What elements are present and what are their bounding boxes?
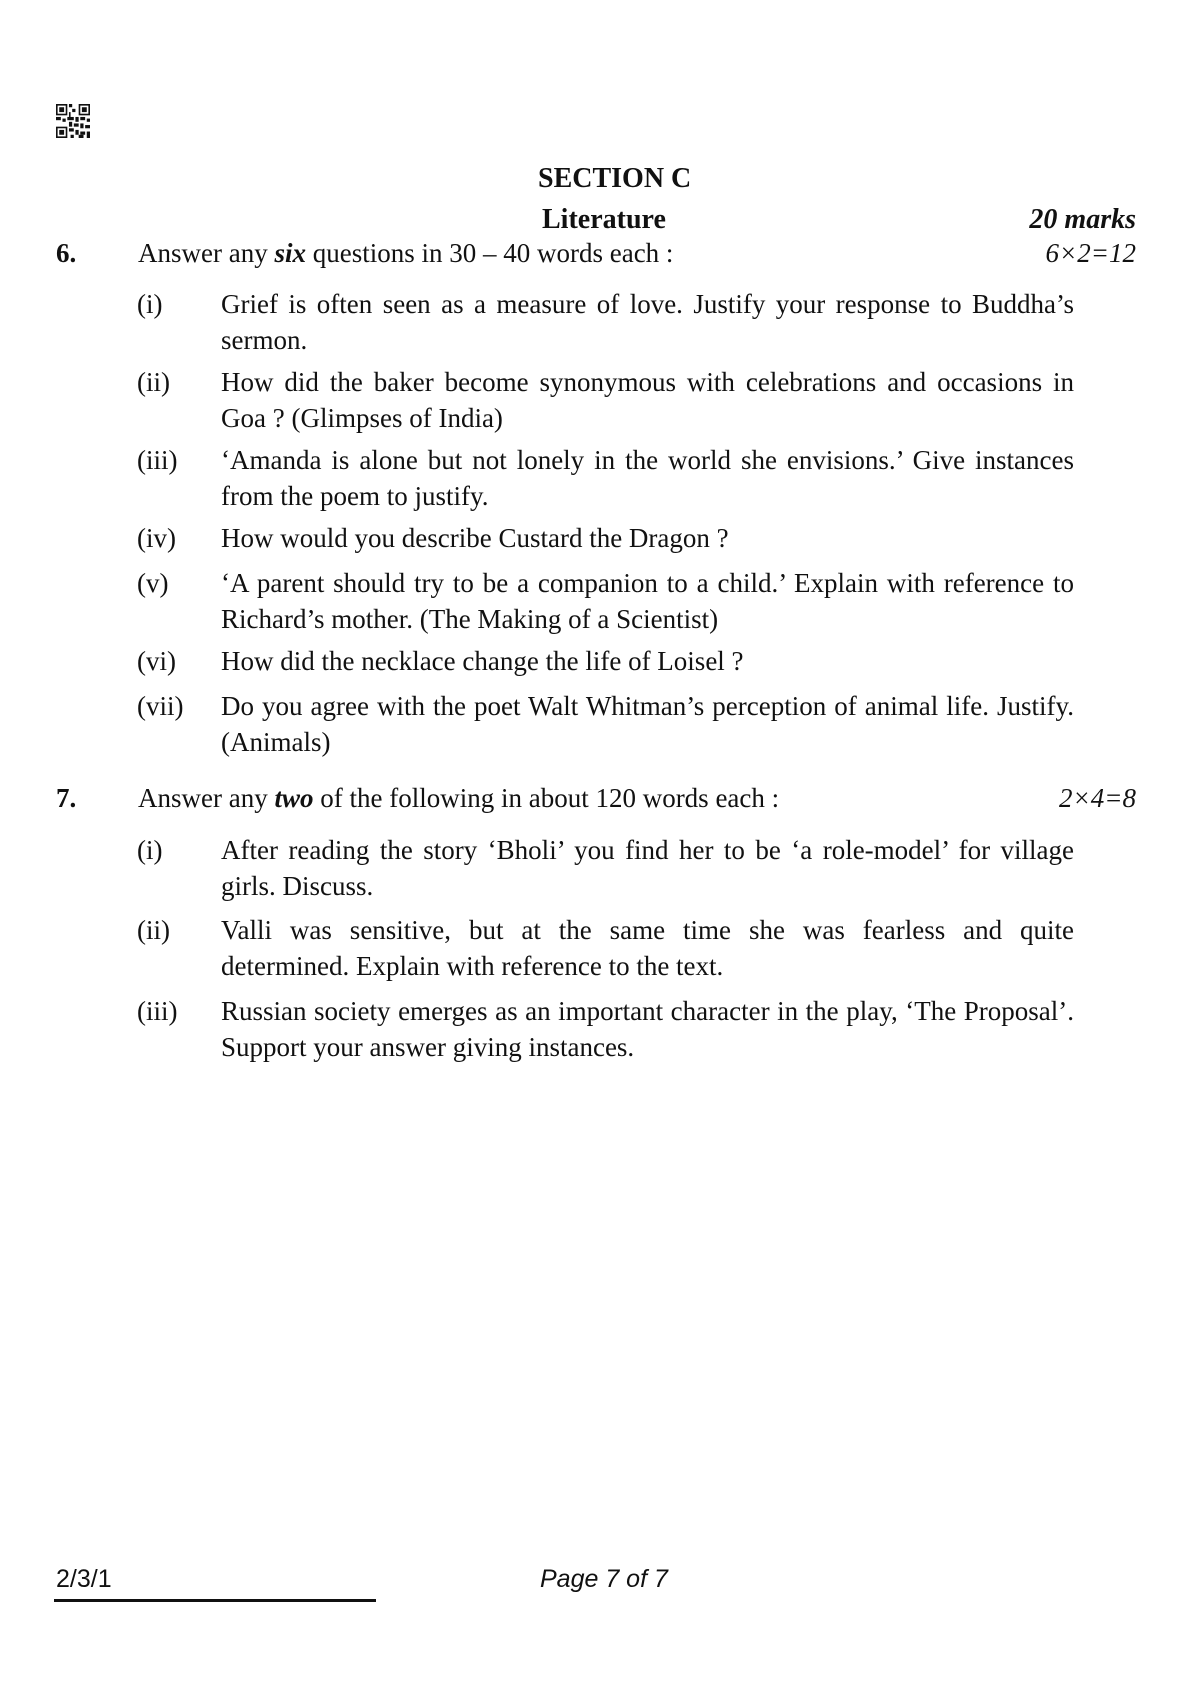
sub-question-number: (vii) — [137, 691, 184, 721]
sub-question-number: (i) — [137, 289, 163, 319]
instruction-emphasis: two — [274, 783, 314, 813]
question-7 — [56, 783, 1136, 817]
sub-question-number: (i) — [137, 835, 163, 865]
qr-code-icon — [56, 104, 90, 138]
paper-code: 2/3/1 — [56, 1565, 112, 1593]
sub-question-number: (v) — [137, 568, 169, 598]
sub-question-text: Do you agree with the poet Walt Whitman’s perception of animal life. Justify. (Animals) — [221, 691, 1074, 757]
sub-question-number: (vi) — [137, 646, 176, 676]
sub-question-text: Russian society emerges as an important character in the play, ‘The Proposal’. Support your answer giving instances. — [221, 996, 1074, 1062]
sub-question-number: (iii) — [137, 996, 178, 1026]
sub-question-number: (iii) — [137, 445, 178, 475]
section-marks: 20 marks — [1029, 204, 1136, 235]
sub-question-text: How did the necklace change the life of Loisel ? — [221, 646, 744, 676]
instruction-suffix: questions in 30 – 40 words each : — [305, 238, 674, 268]
instruction-emphasis: six — [274, 238, 306, 268]
sub-question-text: Valli was sensitive, but at the same time she was fearless and quite determined. Explain with reference to the text. — [221, 915, 1074, 981]
instruction-suffix: of the following in about 120 words each : — [313, 783, 780, 813]
sub-question-text: How did the baker become synonymous with celebrations and occasions in Goa ? (Glimpses of India) — [221, 367, 1074, 433]
sub-question-number: (ii) — [137, 367, 170, 397]
sub-question-text: How would you describe Custard the Dragon ? — [221, 523, 729, 553]
instruction-prefix: Answer any — [138, 238, 275, 268]
sub-question-text: ‘A parent should try to be a companion to a child.’ Explain with reference to Richard’s mother. (The Making of a Scientist) — [221, 568, 1074, 634]
sub-question-text: Grief is often seen as a measure of love. Justify your response to Buddha’s sermon. — [221, 289, 1074, 355]
question-marks: 2×4=8 — [1059, 783, 1136, 813]
question-6 — [56, 238, 1136, 272]
sub-question-number: (ii) — [137, 915, 170, 945]
sub-question-number: (iv) — [137, 523, 176, 553]
sub-question-text: After reading the story ‘Bholi’ you find her to be ‘a role-model’ for village girls. Discuss. — [221, 835, 1074, 901]
question-number: 6. — [56, 238, 77, 268]
instruction-prefix: Answer any — [138, 783, 275, 813]
sub-question-text: ‘Amanda is alone but not lonely in the world she envisions.’ Give instances from the poem to justify. — [221, 445, 1074, 511]
footer-divider — [54, 1599, 376, 1602]
question-instruction — [138, 238, 673, 269]
page-number: Page 7 of 7 — [540, 1565, 668, 1593]
section-subtitle: Literature — [542, 204, 666, 235]
question-number: 7. — [56, 783, 77, 813]
question-marks: 6×2=12 — [1045, 238, 1136, 268]
section-title: SECTION C — [538, 163, 692, 194]
question-instruction — [138, 783, 779, 814]
